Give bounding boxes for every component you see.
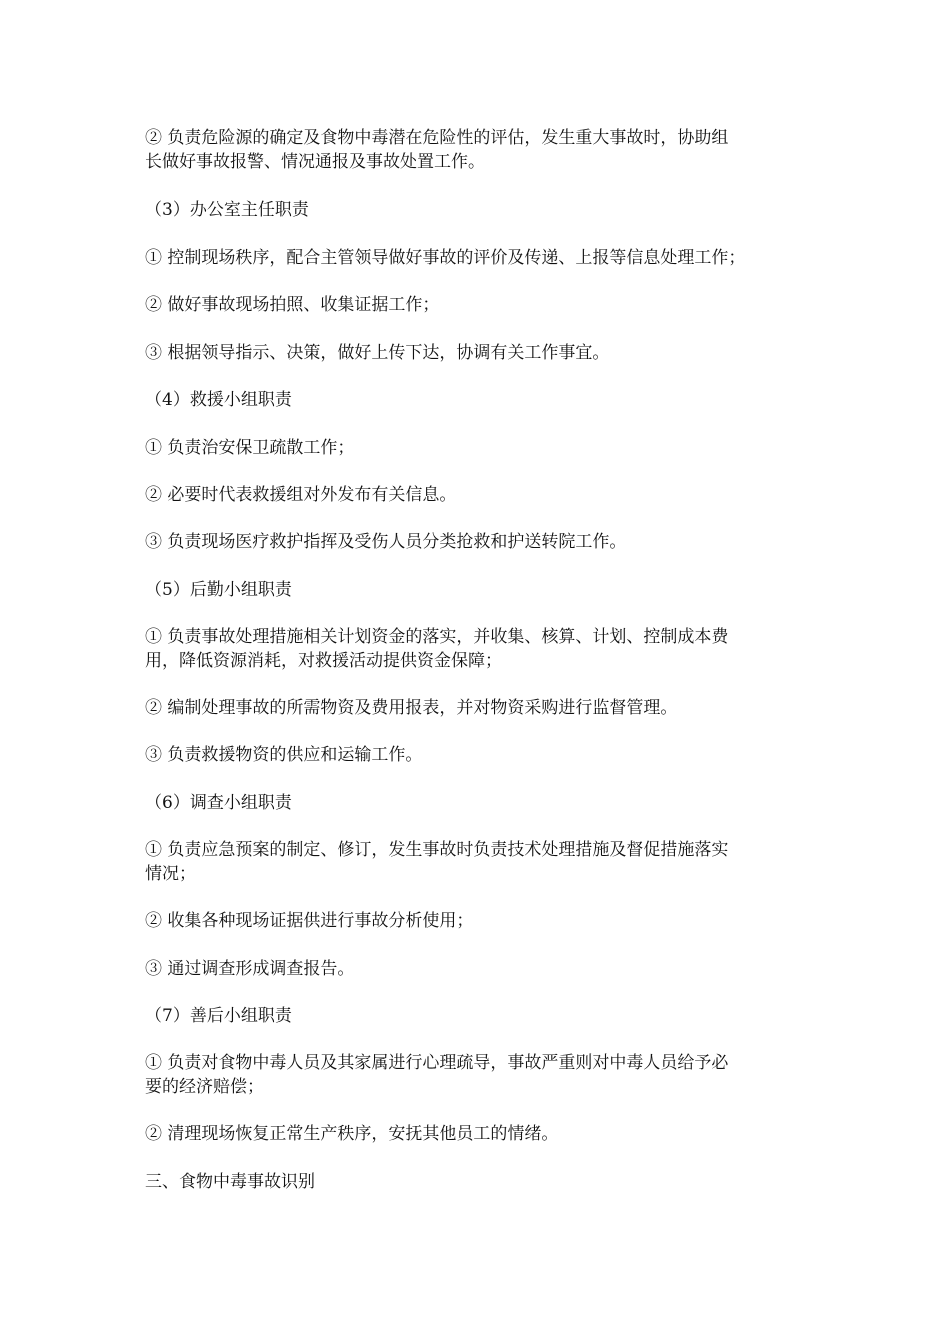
section-heading-logistics: [145, 578, 815, 602]
paragraph-logistics-2: [145, 696, 815, 720]
text-line: （5）后勤小组职责: [145, 580, 292, 600]
text-line: ② 必要时代表救援组对外发布有关信息。: [145, 485, 457, 505]
paragraph-aftermath-2: [145, 1122, 815, 1146]
section-heading-aftermath: [145, 1004, 815, 1028]
paragraph-investigation-2: [145, 909, 815, 933]
text-line: 情况；: [145, 864, 196, 884]
text-line: ① 负责对食物中毒人员及其家属进行心理疏导，事故严重则对中毒人员给予必: [145, 1053, 729, 1073]
text-line: ③ 负责现场医疗救护指挥及受伤人员分类抢救和护送转院工作。: [145, 532, 627, 552]
paragraph-aftermath-1: [145, 1051, 815, 1099]
text-line: ③ 通过调查形成调查报告。: [145, 959, 355, 979]
text-line: ① 负责事故处理措施相关计划资金的落实，并收集、核算、计划、控制成本费: [145, 627, 729, 647]
paragraph-rescue-2: [145, 483, 815, 507]
section-heading-investigation: [145, 791, 815, 815]
paragraph-office-1: [145, 246, 815, 270]
text-line: （3）办公室主任职责: [145, 200, 309, 220]
text-line: 三、食物中毒事故识别: [145, 1172, 315, 1192]
text-line: ① 控制现场秩序，配合主管领导做好事故的评价及传递、上报等信息处理工作；: [145, 248, 746, 268]
paragraph-logistics-3: [145, 743, 815, 767]
paragraph-rescue-3: [145, 530, 815, 554]
paragraph-office-3: [145, 341, 815, 365]
section-heading-office-director: [145, 198, 815, 222]
text-line: ② 收集各种现场证据供进行事故分析使用；: [145, 911, 474, 931]
text-line: ② 清理现场恢复正常生产秩序，安抚其他员工的情绪。: [145, 1124, 559, 1144]
text-line: （6）调查小组职责: [145, 793, 292, 813]
text-line: ① 负责治安保卫疏散工作；: [145, 438, 355, 458]
text-line: ① 负责应急预案的制定、修订，发生事故时负责技术处理措施及督促措施落实: [145, 840, 729, 860]
text-line: ③ 根据领导指示、决策，做好上传下达，协调有关工作事宜。: [145, 343, 610, 363]
paragraph-rescue-1: [145, 436, 815, 460]
text-line: ② 编制处理事故的所需物资及费用报表，并对物资采购进行监督管理。: [145, 698, 678, 718]
text-line: 用，降低资源消耗，对救援活动提供资金保障；: [145, 651, 502, 671]
text-line: 长做好事故报警、情况通报及事故处置工作。: [145, 152, 485, 172]
text-line: （7）善后小组职责: [145, 1006, 292, 1026]
text-line: 要的经济赔偿；: [145, 1077, 264, 1097]
text-line: （4）救援小组职责: [145, 390, 292, 410]
paragraph-logistics-1: [145, 625, 815, 673]
text-line: ② 做好事故现场拍照、收集证据工作；: [145, 295, 440, 315]
chapter-heading-food-poisoning-identification: [145, 1170, 815, 1194]
paragraph-office-2: [145, 293, 815, 317]
paragraph-duty-2: [145, 126, 815, 174]
section-heading-rescue: [145, 388, 815, 412]
paragraph-investigation-3: [145, 957, 815, 981]
paragraph-investigation-1: [145, 838, 815, 886]
text-line: ② 负责危险源的确定及食物中毒潜在危险性的评估，发生重大事故时，协助组: [145, 128, 729, 148]
text-line: ③ 负责救援物资的供应和运输工作。: [145, 745, 423, 765]
